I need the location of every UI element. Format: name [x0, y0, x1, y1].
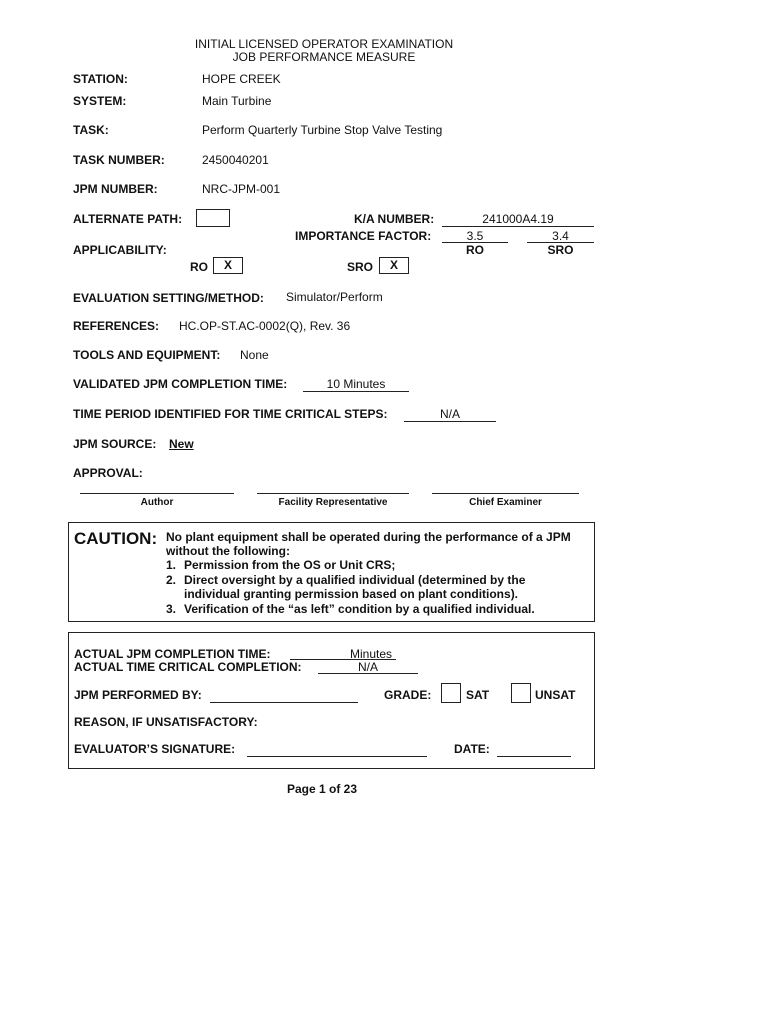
ka-number-label: K/A NUMBER: — [354, 212, 435, 226]
facility-caption: Facility Representative — [278, 497, 388, 508]
caution-item-1: Permission from the OS or Unit CRS; — [184, 558, 396, 572]
system-label: SYSTEM: — [73, 94, 127, 108]
station-label: STATION: — [73, 72, 128, 86]
jpm-number-value: NRC-JPM-001 — [202, 182, 281, 196]
validated-time-label: VALIDATED JPM COMPLETION TIME: — [73, 377, 288, 391]
applicability-ro-label: RO — [190, 260, 208, 274]
caution-intro-1: No plant equipment shall be operated during the performance of a JPM — [166, 530, 571, 544]
importance-ro-value: 3.5 — [442, 229, 508, 243]
references-label: REFERENCES: — [73, 319, 160, 333]
task-label: TASK: — [73, 123, 109, 137]
ka-number-value: 241000A4.19 — [442, 212, 594, 227]
tools-label: TOOLS AND EQUIPMENT: — [73, 348, 221, 362]
approval-label: APPROVAL: — [73, 466, 143, 480]
task-number-value: 2450040201 — [202, 153, 269, 167]
unsat-label: UNSAT — [535, 688, 576, 702]
caution-item-2b: individual granting permission based on plant conditions). — [184, 587, 519, 601]
task-value: Perform Quarterly Turbine Stop Valve Testing — [202, 123, 443, 137]
task-number-label: TASK NUMBER: — [73, 153, 165, 167]
reason-label: REASON, IF UNSATISFACTORY: — [74, 715, 258, 729]
unsat-checkbox[interactable] — [511, 683, 531, 703]
actual-time-field[interactable]: Minutes — [290, 647, 396, 660]
jpm-source-label: JPM SOURCE: — [73, 437, 157, 451]
sat-label: SAT — [466, 688, 490, 702]
actual-time-label: ACTUAL JPM COMPLETION TIME: — [74, 647, 271, 661]
caution-item-2-number: 2. — [166, 573, 177, 587]
caution-item-3: Verification of the “as left” condition by a qualified individual. — [184, 602, 535, 616]
caution-item-3-number: 3. — [166, 602, 177, 616]
date-field[interactable] — [497, 742, 571, 757]
caution-item-1-number: 1. — [166, 558, 177, 572]
actual-critical-field[interactable]: N/A — [318, 660, 418, 674]
validated-time-value: 10 Minutes — [303, 377, 409, 392]
actual-critical-label: ACTUAL TIME CRITICAL COMPLETION: — [74, 660, 302, 674]
performed-by-field[interactable] — [210, 688, 358, 703]
chief-signature-line[interactable] — [432, 493, 579, 494]
time-period-value: N/A — [404, 407, 496, 422]
importance-ro-header: RO — [466, 243, 484, 257]
jpm-number-label: JPM NUMBER: — [73, 182, 158, 196]
caution-item-2a: Direct oversight by a qualified individual (determined by the — [184, 573, 526, 587]
alternate-path-label: ALTERNATE PATH: — [73, 212, 183, 226]
author-signature-line[interactable] — [80, 493, 234, 494]
applicability-sro-checkbox[interactable]: X — [379, 257, 409, 274]
importance-sro-header: SRO — [547, 243, 574, 257]
chief-caption: Chief Examiner — [469, 497, 542, 508]
time-period-label: TIME PERIOD IDENTIFIED FOR TIME CRITICAL STEPS: — [73, 407, 388, 421]
applicability-label: APPLICABILITY: — [73, 243, 167, 257]
tools-value: None — [240, 348, 269, 362]
station-value: HOPE CREEK — [202, 72, 281, 86]
references-value: HC.OP-ST.AC-0002(Q), Rev. 36 — [179, 319, 351, 333]
header-line-1: INITIAL LICENSED OPERATOR EXAMINATION — [194, 37, 454, 51]
applicability-ro-checkbox[interactable]: X — [213, 257, 243, 274]
importance-factor-label: IMPORTANCE FACTOR: — [295, 229, 432, 243]
performed-by-label: JPM PERFORMED BY: — [74, 688, 202, 702]
system-value: Main Turbine — [202, 94, 272, 108]
caution-intro-2: without the following: — [166, 544, 290, 558]
evaluator-signature-label: EVALUATOR’S SIGNATURE: — [74, 742, 236, 756]
sat-checkbox[interactable] — [441, 683, 461, 703]
author-caption: Author — [140, 497, 174, 508]
eval-setting-value: Simulator/Perform — [286, 290, 383, 304]
importance-sro-value: 3.4 — [527, 229, 594, 243]
jpm-source-value: New — [169, 437, 194, 451]
date-label: DATE: — [454, 742, 490, 756]
applicability-sro-label: SRO — [347, 260, 374, 274]
caution-title: CAUTION: — [74, 529, 158, 548]
eval-setting-label: EVALUATION SETTING/METHOD: — [73, 291, 264, 305]
grade-label: GRADE: — [384, 688, 432, 702]
header-line-2: JOB PERFORMANCE MEASURE — [232, 50, 416, 64]
evaluator-signature-field[interactable] — [247, 742, 427, 757]
facility-signature-line[interactable] — [257, 493, 409, 494]
page-number: Page 1 of 23 — [286, 782, 358, 796]
alternate-path-checkbox[interactable] — [196, 209, 230, 227]
